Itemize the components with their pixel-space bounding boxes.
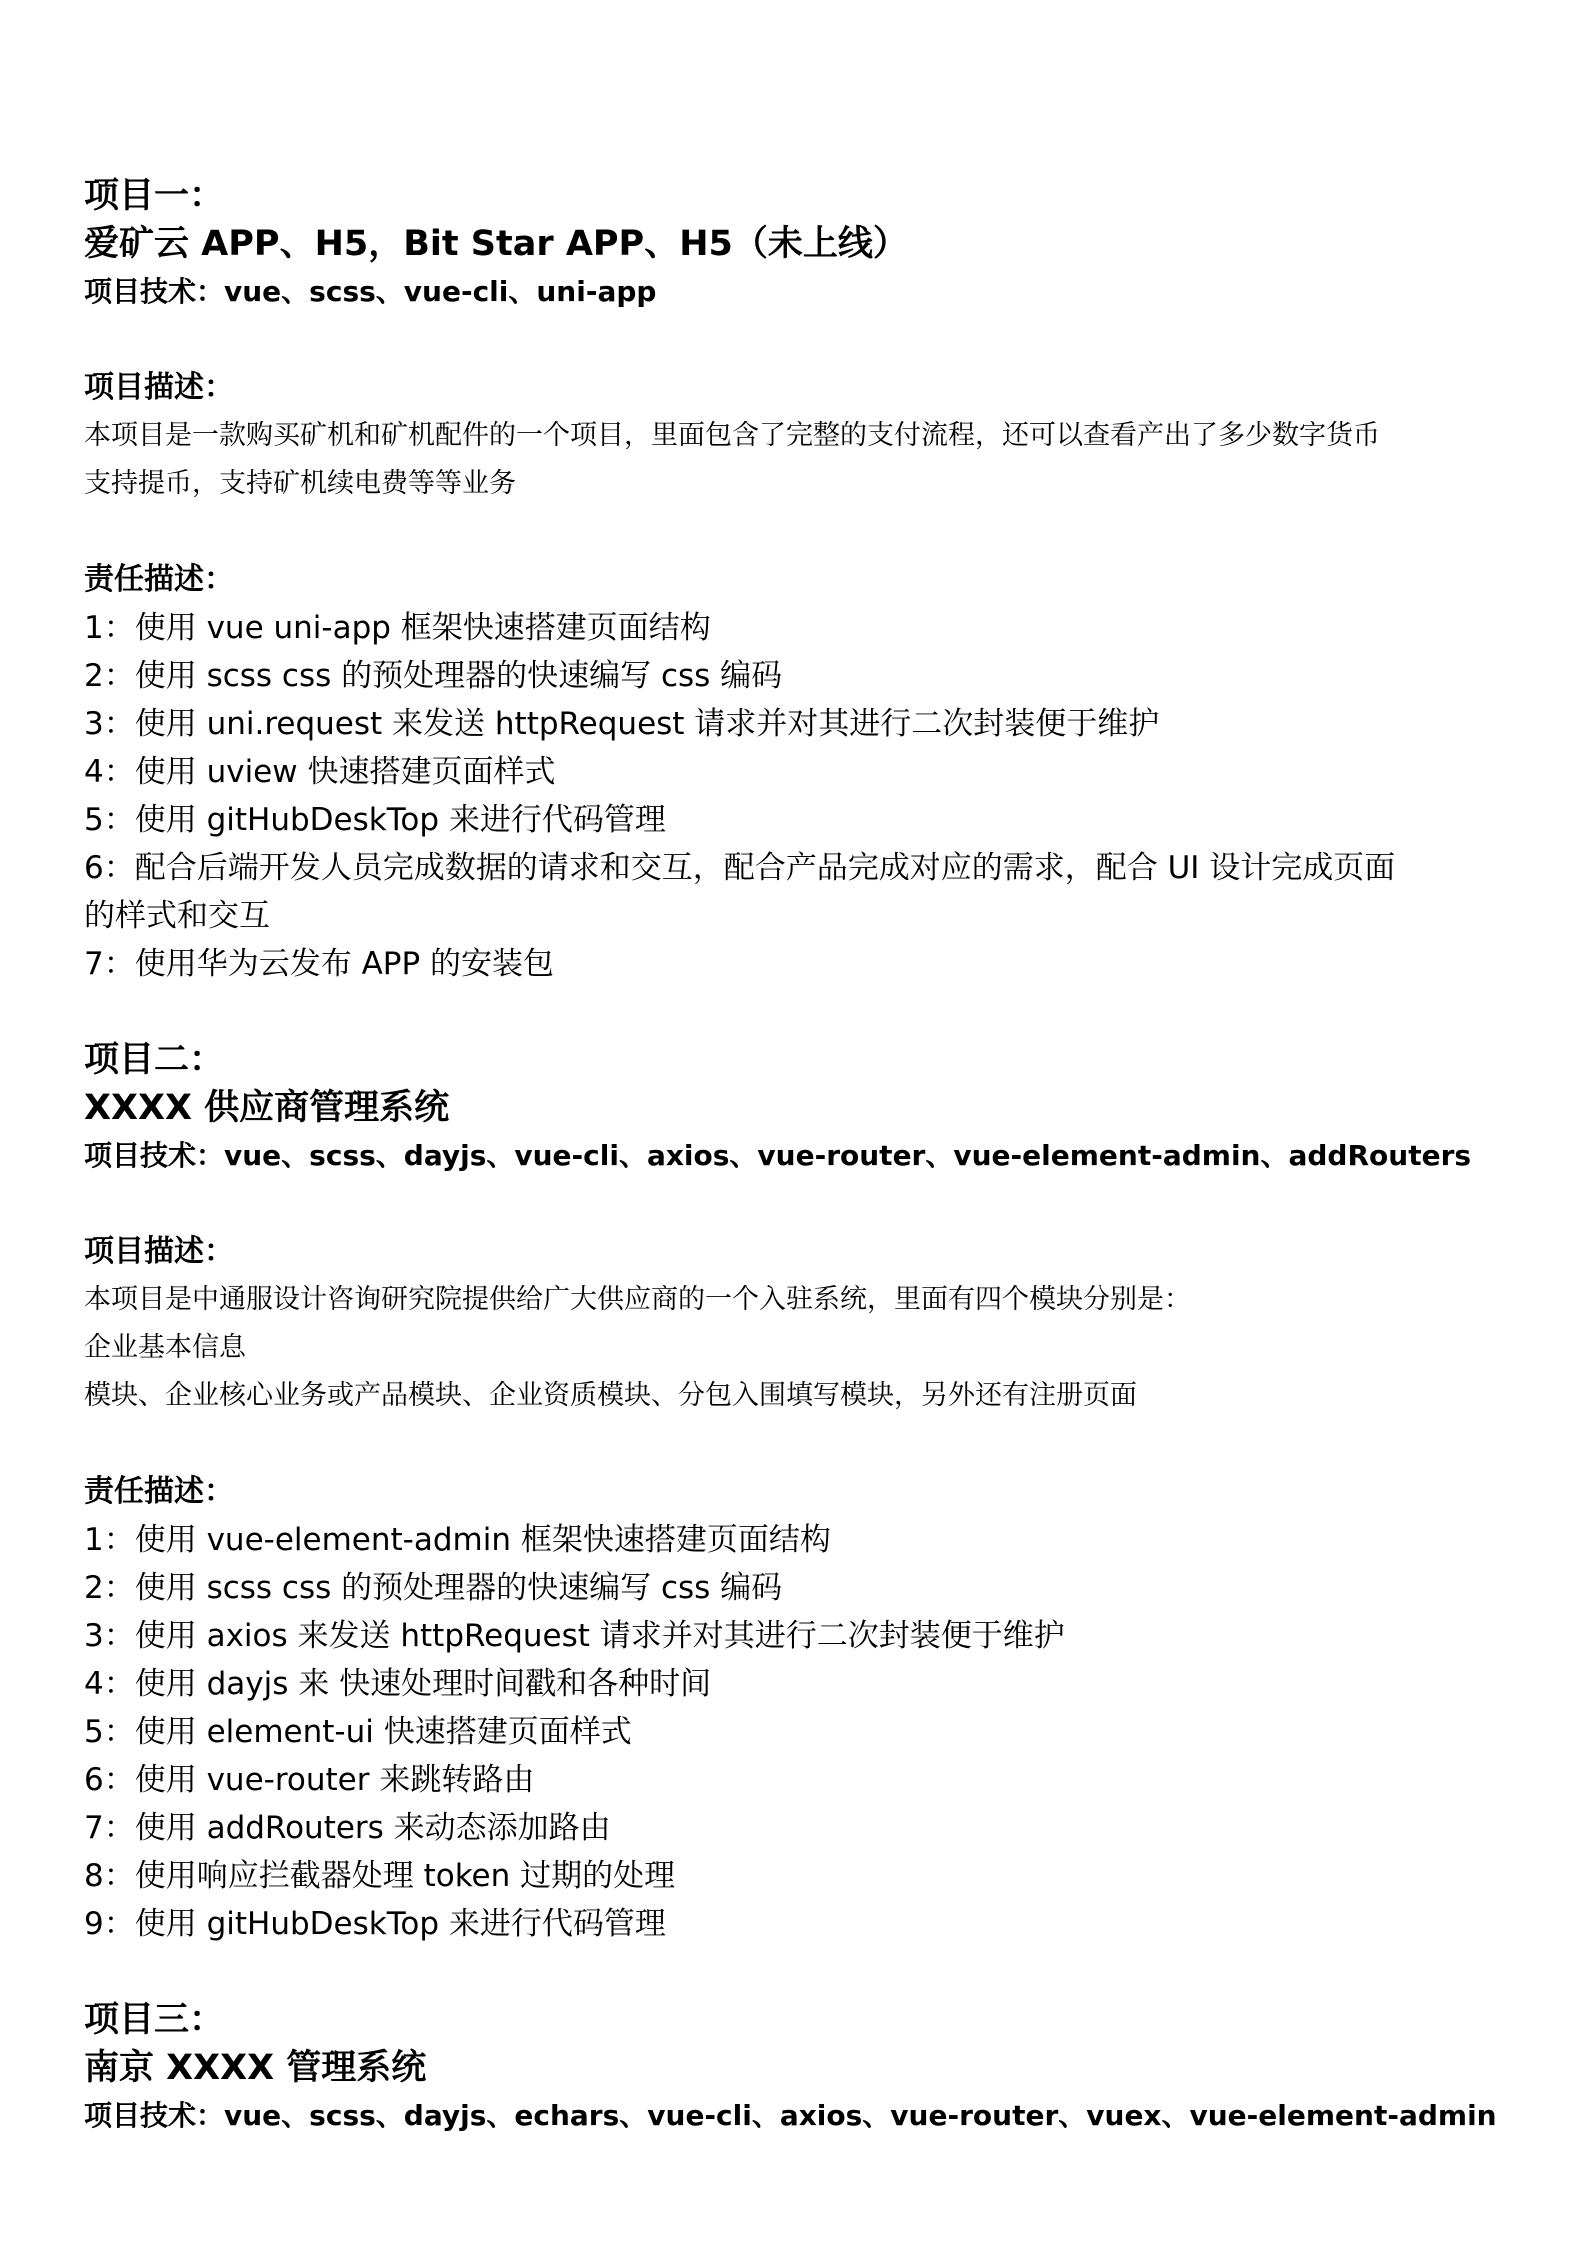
project-2-duty-heading: 责任描述： xyxy=(84,1474,234,1509)
project-2-duty-item: 6：使用 vue-router 来跳转路由 xyxy=(84,1762,535,1798)
project-2-desc-line: 企业基本信息 xyxy=(84,1332,246,1363)
project-2-name: XXXX 供应商管理系统 xyxy=(84,1088,450,1128)
project-2-duty-item: 4：使用 dayjs 来 快速处理时间戳和各种时间 xyxy=(84,1666,712,1702)
project-2-duty-item: 2：使用 scss css 的预处理器的快速编写 css 编码 xyxy=(84,1570,783,1606)
project-2-duty-item: 9：使用 gitHubDeskTop 来进行代码管理 xyxy=(84,1906,666,1942)
project-1-desc-line: 支持提币，支持矿机续电费等等业务 xyxy=(84,468,516,499)
project-1-duty-item: 3：使用 uni.request 来发送 httpRequest 请求并对其进行二次封装便于维护 xyxy=(84,706,1160,742)
project-2-desc-line: 本项目是中通服设计咨询研究院提供给广大供应商的一个入驻系统，里面有四个模块分别是： xyxy=(84,1284,1191,1315)
project-3-name: 南京 XXXX 管理系统 xyxy=(84,2048,427,2088)
project-3-tech: 项目技术：vue、scss、dayjs、echars、vue-cli、axios、vue-router、vuex、vue-element-admin xyxy=(84,2099,1497,2132)
resume-page xyxy=(84,172,1497,2140)
project-2-desc-line: 模块、企业核心业务或产品模块、企业资质模块、分包入围填写模块，另外还有注册页面 xyxy=(84,1380,1137,1411)
project-2-duty-item: 1：使用 vue-element-admin 框架快速搭建页面结构 xyxy=(84,1522,831,1558)
project-1-duty-item: 4：使用 uview 快速搭建页面样式 xyxy=(84,754,556,790)
project-2-duty-item: 3：使用 axios 来发送 httpRequest 请求并对其进行二次封装便于维护 xyxy=(84,1618,1065,1654)
project-2-duty-item: 5：使用 element-ui 快速搭建页面样式 xyxy=(84,1714,632,1750)
project-1-tech: 项目技术：vue、scss、vue-cli、uni-app xyxy=(84,275,657,308)
project-1-name: 爱矿云 APP、H5，Bit Star APP、H5（未上线） xyxy=(84,224,908,264)
project-2-duty-item: 8：使用响应拦截器处理 token 过期的处理 xyxy=(84,1858,676,1894)
project-3-heading: 项目三： xyxy=(84,2000,225,2040)
project-1-duty-item: 1：使用 vue uni-app 框架快速搭建页面结构 xyxy=(84,610,711,646)
project-2-desc-heading: 项目描述： xyxy=(84,1234,234,1269)
project-1-desc-line: 本项目是一款购买矿机和矿机配件的一个项目，里面包含了完整的支付流程，还可以查看产出了多少数字货币 xyxy=(84,420,1380,451)
project-1-duty-heading: 责任描述： xyxy=(84,562,234,597)
project-2-tech: 项目技术：vue、scss、dayjs、vue-cli、axios、vue-router、vue-element-admin、addRouters xyxy=(84,1139,1472,1172)
project-1-duty-item: 7：使用华为云发布 APP 的安装包 xyxy=(84,946,555,982)
project-1-duty-item: 的样式和交互 xyxy=(84,898,270,934)
project-2-heading: 项目二： xyxy=(84,1040,225,1080)
project-1-duty-item: 6：配合后端开发人员完成数据的请求和交互，配合产品完成对应的需求，配合 UI 设计完成页面 xyxy=(84,850,1396,886)
project-1-duty-item: 2：使用 scss css 的预处理器的快速编写 css 编码 xyxy=(84,658,783,694)
project-1-desc-heading: 项目描述： xyxy=(84,370,234,405)
project-2-duty-item: 7：使用 addRouters 来动态添加路由 xyxy=(84,1810,611,1846)
project-1-duty-item: 5：使用 gitHubDeskTop 来进行代码管理 xyxy=(84,802,666,838)
project-1-heading: 项目一： xyxy=(84,176,225,216)
